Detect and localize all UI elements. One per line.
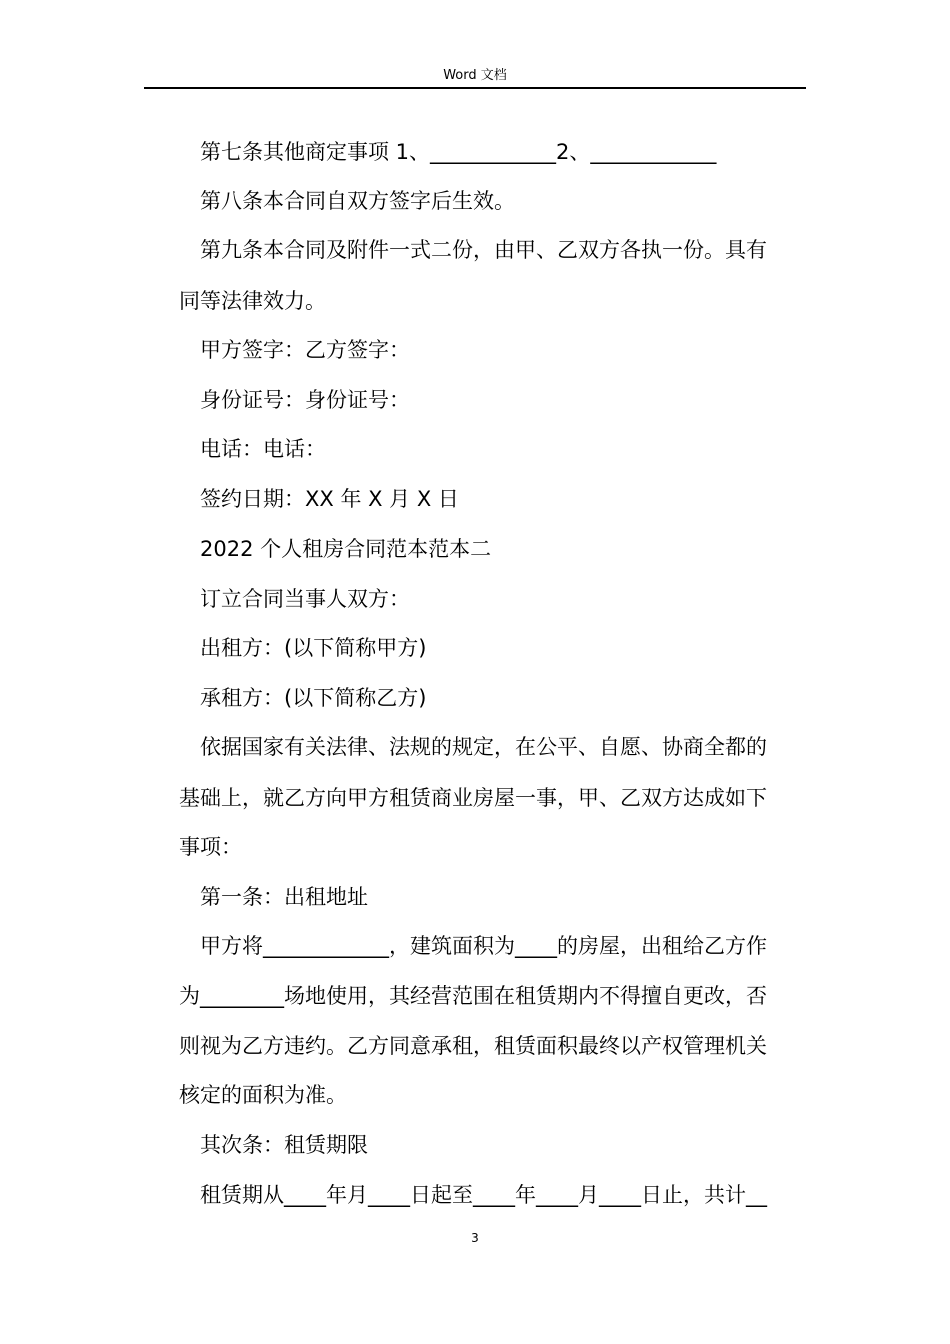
paragraph-line: 身份证号：身份证号： [200, 388, 410, 412]
paragraph-line: 承租方：(以下简称乙方) [200, 686, 427, 710]
paragraph-line: 第八条本合同自双方签字后生效。 [200, 189, 515, 213]
paragraph-line: 其次条：租赁期限 [200, 1133, 368, 1157]
paragraph-line: 租赁期从____年月____日起至____年____月____日止，共计__ [200, 1183, 767, 1207]
paragraph-line: 第七条其他商定事项 1、____________2、____________ [200, 140, 717, 164]
paragraph-line: 基础上，就乙方向甲方租赁商业房屋一事，甲、乙双方达成如下 [179, 786, 767, 810]
paragraph-line: 核定的面积为准。 [179, 1083, 347, 1107]
paragraph-line: 依据国家有关法律、法规的规定，在公平、自愿、协商全都的 [200, 735, 767, 759]
paragraph-line: 第九条本合同及附件一式二份，由甲、乙双方各执一份。具有 [200, 238, 767, 262]
paragraph-line: 签约日期：XX 年 X 月 X 日 [200, 487, 459, 511]
paragraph-line: 事项： [179, 835, 242, 859]
header-title: Word 文档 [443, 68, 507, 83]
header-divider [144, 87, 806, 89]
paragraph-line: 甲方签字：乙方签字： [200, 338, 410, 362]
paragraph-line: 则视为乙方违约。乙方同意承租，租赁面积最终以产权管理机关 [179, 1034, 767, 1058]
paragraph-line: 甲方将____________，建筑面积为____的房屋，出租给乙方作 [200, 934, 767, 958]
paragraph-line: 2022 个人租房合同范本范本二 [200, 537, 492, 561]
paragraph-line: 出租方：(以下简称甲方) [200, 636, 427, 660]
paragraph-line: 电话：电话： [200, 437, 326, 461]
paragraph-line: 为________场地使用，其经营范围在租赁期内不得擅自更改，否 [179, 984, 767, 1008]
paragraph-line: 同等法律效力。 [179, 289, 326, 313]
paragraph-line: 第一条：出租地址 [200, 885, 368, 909]
page-number: 3 [471, 1231, 479, 1245]
paragraph-line: 订立合同当事人双方： [200, 587, 410, 611]
